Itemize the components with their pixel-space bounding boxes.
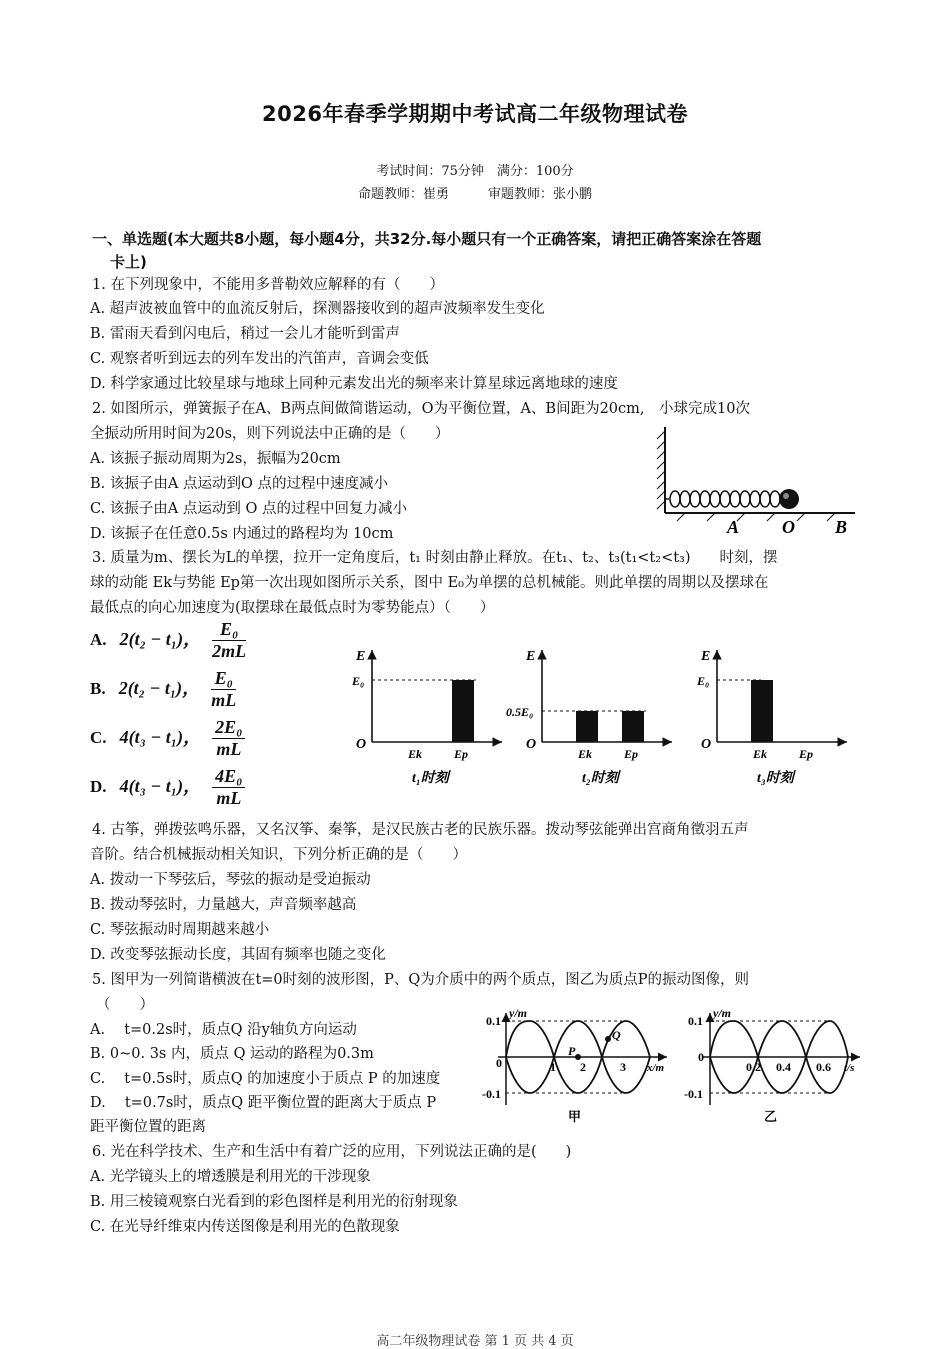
q3-option-c: C. 4(t₃ − t₁)， $\frac{\text{2E₀}}{mL}$: [90, 717, 245, 760]
jia-caption: 甲: [568, 1109, 582, 1124]
q5-stem: 5. 图甲为一列简谐横波在t=0时刻的波形图，P、Q为介质中的两个质点，图乙为质点P的振动图像，则: [92, 972, 750, 988]
q5-option-d: D. t=0.7s时，质点Q 距平衡位置的距离大于质点 P: [90, 1095, 437, 1111]
jia-tick-2: 2: [580, 1060, 586, 1074]
point-b-label: B: [835, 517, 848, 537]
ek-bar: [751, 680, 773, 742]
point-q-label: Q: [612, 1028, 621, 1042]
energy-level-label: 0.5E₀: [506, 705, 534, 719]
point-o-label: O: [782, 517, 795, 537]
chart-caption: t₃时刻: [757, 771, 794, 786]
q1-option-a: A. 超声波被血管中的血流反射后，探测器接收到的超声波频率发生变化: [90, 301, 545, 317]
q2-option-b: B. 该振子由A 点运动到O 点的过程中速度减小: [90, 476, 388, 492]
jia-origin: 0: [496, 1056, 502, 1070]
q3-stem-cont1: 球的动能 Ek与势能 Ep第一次出现如图所示关系，图中 E₀为单摆的总机械能。则此单摆的周期以及摆球在: [90, 575, 769, 591]
q3-option-b: B. 2(t₂ − t₁)， $\frac{\text{E₀}}{mL}$: [90, 668, 237, 710]
wave-graph-jia: [482, 1005, 672, 1125]
page-footer: 高二年级物理试卷 第 1 页 共 4 页: [376, 1334, 574, 1349]
jia-tick-3: 3: [620, 1060, 626, 1074]
q5-option-b: B. 0~0. 3s 内，质点 Q 运动的路程为0.3m: [90, 1046, 374, 1062]
origin-label: O: [526, 737, 537, 752]
q4-stem-cont: 音阶。结合机械振动相关知识，下列分析正确的是（ ）: [90, 847, 467, 863]
q2-stem: 2. 如图所示，弹簧振子在A、B两点间做简谐运动，O为平衡位置，A、B间距为20cm, 小球完成10次: [92, 401, 750, 417]
ep-label: Ep: [624, 747, 639, 761]
q1-stem: 1. 在下列现象中，不能用多普勒效应解释的有（ ）: [92, 277, 444, 293]
point-p-label: P: [568, 1044, 576, 1058]
section-heading: 一、单选题(本大题共8小题，每小题4分，共32分.每小题只有一个正确答案，请把正确答案涂在答题: [92, 230, 762, 248]
q2-option-a: A. 该振子振动周期为2s，振幅为20cm: [90, 451, 341, 467]
q6-stem: 6. 光在科学技术、生产和生活中有着广泛的应用，下列说法正确的是( ): [92, 1144, 572, 1160]
ep-bar: [452, 680, 474, 742]
q4-option-d: D. 改变琴弦振动长度，其固有频率也随之变化: [90, 947, 386, 963]
yi-ymax-label: 0.1: [688, 1014, 703, 1028]
energy-axis-label: E: [356, 649, 366, 664]
q3-stem-cont2: 最低点的向心加速度为(取摆球在最低点时为零势能点）（ ）: [90, 600, 495, 616]
q5-option-d-cont: 距平衡位置的距离: [90, 1119, 206, 1135]
q6-option-b: B. 用三棱镜观察白光看到的彩色图样是利用光的衍射现象: [90, 1194, 458, 1210]
q4-stem: 4. 古筝，弹拨弦鸣乐器，又名汉筝、秦筝，是汉民族古老的民族乐器。拨动琴弦能弹出宫商角徵羽五声: [92, 822, 749, 838]
chart-caption: t₁时刻: [412, 771, 449, 786]
q1-option-b: B. 雷雨天看到闪电后，稍过一会儿才能听到雷声: [90, 326, 400, 342]
energy-level-label: E₀: [697, 674, 710, 688]
exam-teachers: 命题教师：崔勇 审题教师：张小鹏: [357, 187, 592, 202]
q2-stem-cont: 全振动所用时间为20s，则下列说法中正确的是（ ）: [90, 426, 450, 442]
vibration-graph-yi: [676, 1005, 866, 1125]
ep-bar: [622, 711, 644, 742]
q5-option-a: A. t=0.2s时，质点Q 沿y轴负方向运动: [90, 1022, 357, 1038]
point-a-label: A: [727, 517, 740, 537]
spring-oscillator-figure: [655, 425, 860, 540]
q3-option-a: A. 2(t₂ − t₁)， $\frac{\text{E₀}}{2mL}$: [90, 619, 247, 661]
jia-tick-1: 1: [550, 1060, 556, 1074]
q1-option-c: C. 观察者听到远去的列车发出的汽笛声，音调会变低: [90, 351, 429, 367]
energy-level-label: E₀: [352, 674, 365, 688]
ek-label: Ek: [408, 747, 423, 761]
section-heading-cont: 卡上): [110, 253, 147, 271]
energy-axis-label: E: [526, 649, 536, 664]
q2-option-d: D. 该振子在任意0.5s 内通过的路程均为 10cm: [90, 526, 394, 542]
q3-option-d: D. 4(t₃ − t₁)， $\frac{\text{4E₀}}{mL}$: [90, 766, 245, 809]
chart-caption: t₂时刻: [582, 771, 619, 786]
exam-title: 2026年春季学期期中考试高二年级物理试卷: [262, 102, 688, 126]
energy-axis-label: E: [701, 649, 711, 664]
origin-label: O: [356, 737, 367, 752]
q4-option-a: A. 拨动一下琴弦后，琴弦的振动是受迫振动: [90, 872, 371, 888]
q4-option-b: B. 拨动琴弦时，力量越大，声音频率越高: [90, 897, 357, 913]
ep-label: Ep: [799, 747, 814, 761]
ek-bar: [576, 711, 598, 742]
q1-option-d: D. 科学家通过比较星球与地球上同种元素发出光的频率来计算星球远离地球的速度: [90, 376, 618, 392]
yi-ymin-label: -0.1: [684, 1087, 703, 1101]
q2-option-c: C. 该振子由A 点运动到 O 点的过程中回复力减小: [90, 501, 407, 517]
jia-ymax-label: 0.1: [486, 1014, 501, 1028]
q5-stem-cont: （ ）: [96, 997, 154, 1013]
origin-label: O: [701, 737, 712, 752]
yi-tick-3: 0.6: [816, 1060, 831, 1074]
exam-time-score: 考试时间：75分钟 满分：100分: [376, 164, 574, 179]
yi-origin: 0: [698, 1050, 704, 1064]
jia-ymin-label: -0.1: [482, 1087, 501, 1101]
yi-ylabel: y/m: [713, 1006, 731, 1020]
jia-xlabel: x/m: [647, 1062, 665, 1074]
q3-stem: 3. 质量为m、摆长为L的单摆，拉开一定角度后，t₁ 时刻由静止释放。在t₁、t₂、t₃(t₁<t₂<t₃) 时刻，摆: [92, 550, 778, 566]
q6-option-a: A. 光学镜头上的增透膜是利用光的干涉现象: [90, 1169, 371, 1185]
ek-label: Ek: [753, 747, 768, 761]
q5-option-c: C. t=0.5s时，质点Q 的加速度小于质点 P 的加速度: [90, 1071, 441, 1087]
yi-xlabel: t/s: [844, 1062, 855, 1074]
jia-ylabel: y/m: [509, 1006, 527, 1020]
q4-option-c: C. 琴弦振动时周期越来越小: [90, 922, 270, 938]
q6-option-c: C. 在光导纤维束内传送图像是利用光的色散现象: [90, 1219, 400, 1235]
yi-caption: 乙: [764, 1109, 778, 1124]
yi-tick-1: 0.2: [746, 1060, 761, 1074]
ep-label: Ep: [454, 747, 469, 761]
energy-bar-charts: [352, 642, 862, 792]
yi-tick-2: 0.4: [776, 1060, 791, 1074]
ek-label: Ek: [578, 747, 593, 761]
